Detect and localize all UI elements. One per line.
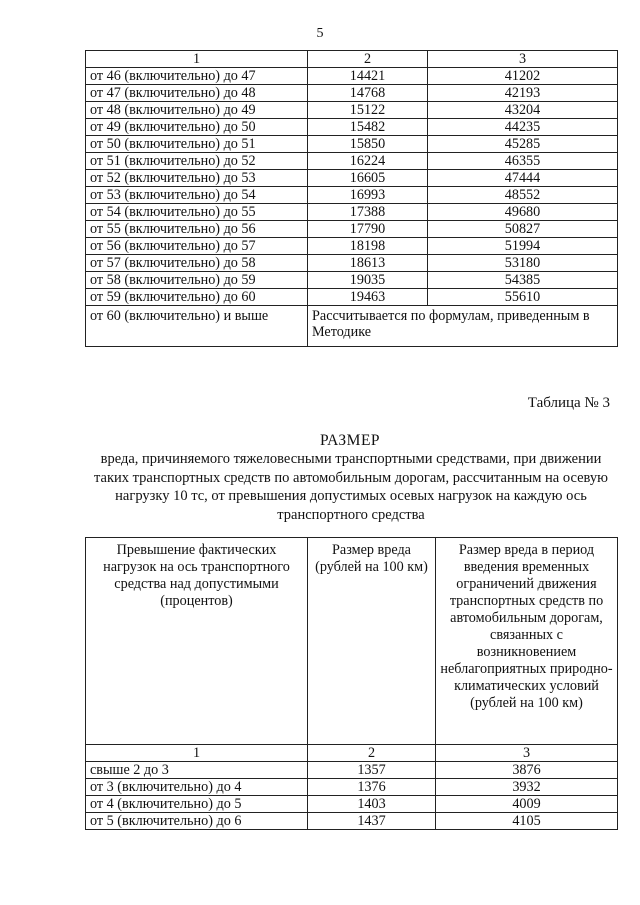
value-cell: 17388 bbox=[308, 204, 428, 221]
column-number-row bbox=[86, 51, 618, 68]
column-header: Превышение фактических нагрузок на ось транспортного средства над допустимыми (процентов) bbox=[86, 538, 308, 745]
value-cell: 18198 bbox=[308, 238, 428, 255]
table-title: РАЗМЕР bbox=[319, 432, 381, 449]
table-row bbox=[86, 255, 618, 272]
range-cell: от 46 (включительно) до 47 bbox=[86, 68, 308, 85]
range-cell: от 58 (включительно) до 59 bbox=[86, 272, 308, 289]
value-cell: 17790 bbox=[308, 221, 428, 238]
value-cell: 15482 bbox=[308, 119, 428, 136]
range-cell: от 56 (включительно) до 57 bbox=[86, 238, 308, 255]
value-cell: 55610 bbox=[428, 289, 618, 306]
value-cell: 18613 bbox=[308, 255, 428, 272]
value-cell: 3932 bbox=[436, 779, 618, 796]
value-cell: 42193 bbox=[428, 85, 618, 102]
table-row bbox=[86, 119, 618, 136]
range-cell: от 47 (включительно) до 48 bbox=[86, 85, 308, 102]
value-cell: 51994 bbox=[428, 238, 618, 255]
value-cell: 48552 bbox=[428, 187, 618, 204]
column-number-row bbox=[86, 745, 618, 762]
table-row bbox=[86, 204, 618, 221]
column-number: 1 bbox=[86, 51, 308, 68]
value-cell: 19463 bbox=[308, 289, 428, 306]
column-number: 2 bbox=[308, 745, 436, 762]
table-row-formula bbox=[86, 306, 618, 347]
table-row bbox=[86, 85, 618, 102]
table-row bbox=[86, 762, 618, 779]
table-label: Таблица № 3 bbox=[527, 395, 610, 411]
value-cell: 1376 bbox=[308, 779, 436, 796]
table-row bbox=[86, 170, 618, 187]
value-cell: 16605 bbox=[308, 170, 428, 187]
value-cell: 16224 bbox=[308, 153, 428, 170]
table-subtitle: вреда, причиняемого тяжеловесными транспортными средствами, при движении таких транспортных средств по автомобильным дорогам, рассчитанным на осевую нагрузку 10 тс, от превышения допустимых осевых нагрузок на каждую ось транспортного средства bbox=[94, 451, 608, 523]
table-row bbox=[86, 187, 618, 204]
value-cell: 46355 bbox=[428, 153, 618, 170]
table-row bbox=[86, 238, 618, 255]
range-cell: от 55 (включительно) до 56 bbox=[86, 221, 308, 238]
table-row bbox=[86, 796, 618, 813]
value-cell: 14421 bbox=[308, 68, 428, 85]
table-row bbox=[86, 289, 618, 306]
range-cell: от 49 (включительно) до 50 bbox=[86, 119, 308, 136]
value-cell: 14768 bbox=[308, 85, 428, 102]
table-row bbox=[86, 813, 618, 830]
value-cell: 49680 bbox=[428, 204, 618, 221]
damage-table-continued bbox=[85, 50, 618, 347]
column-number: 3 bbox=[428, 51, 618, 68]
value-cell: 41202 bbox=[428, 68, 618, 85]
column-header: Размер вреда (рублей на 100 км) bbox=[308, 538, 436, 745]
range-cell: свыше 2 до 3 bbox=[86, 762, 308, 779]
value-cell: 44235 bbox=[428, 119, 618, 136]
range-cell: от 54 (включительно) до 55 bbox=[86, 204, 308, 221]
value-cell: 1403 bbox=[308, 796, 436, 813]
table-row bbox=[86, 136, 618, 153]
column-header: Размер вреда в период введения временных ограничений движения транспортных средств по автомобильным дорогам, связанных с возникновением неблагоприятных природно-климатических условий (рублей на 100 км) bbox=[436, 538, 618, 745]
value-cell: 43204 bbox=[428, 102, 618, 119]
table-row bbox=[86, 153, 618, 170]
range-cell: от 4 (включительно) до 5 bbox=[86, 796, 308, 813]
value-cell: 1357 bbox=[308, 762, 436, 779]
column-number: 1 bbox=[86, 745, 308, 762]
value-cell: 45285 bbox=[428, 136, 618, 153]
value-cell: 15122 bbox=[308, 102, 428, 119]
axle-load-damage-table bbox=[85, 537, 618, 830]
range-cell: от 48 (включительно) до 49 bbox=[86, 102, 308, 119]
value-cell: 16993 bbox=[308, 187, 428, 204]
value-cell: 1437 bbox=[308, 813, 436, 830]
range-cell: от 51 (включительно) до 52 bbox=[86, 153, 308, 170]
value-cell: 4105 bbox=[436, 813, 618, 830]
page-number: 5 bbox=[316, 26, 324, 41]
value-cell: 15850 bbox=[308, 136, 428, 153]
range-cell: от 60 (включительно) и выше bbox=[86, 306, 308, 347]
table-row bbox=[86, 221, 618, 238]
table-row bbox=[86, 272, 618, 289]
range-cell: от 57 (включительно) до 58 bbox=[86, 255, 308, 272]
value-cell: 50827 bbox=[428, 221, 618, 238]
table-row bbox=[86, 102, 618, 119]
column-number: 2 bbox=[308, 51, 428, 68]
formula-note-cell: Рассчитывается по формулам, приведенным в Методике bbox=[308, 306, 618, 347]
value-cell: 53180 bbox=[428, 255, 618, 272]
range-cell: от 53 (включительно) до 54 bbox=[86, 187, 308, 204]
range-cell: от 3 (включительно) до 4 bbox=[86, 779, 308, 796]
value-cell: 47444 bbox=[428, 170, 618, 187]
value-cell: 3876 bbox=[436, 762, 618, 779]
value-cell: 54385 bbox=[428, 272, 618, 289]
value-cell: 4009 bbox=[436, 796, 618, 813]
range-cell: от 52 (включительно) до 53 bbox=[86, 170, 308, 187]
range-cell: от 59 (включительно) до 60 bbox=[86, 289, 308, 306]
column-number: 3 bbox=[436, 745, 618, 762]
table-header-row bbox=[86, 538, 618, 745]
range-cell: от 50 (включительно) до 51 bbox=[86, 136, 308, 153]
table-row bbox=[86, 779, 618, 796]
range-cell: от 5 (включительно) до 6 bbox=[86, 813, 308, 830]
table-row bbox=[86, 68, 618, 85]
value-cell: 19035 bbox=[308, 272, 428, 289]
